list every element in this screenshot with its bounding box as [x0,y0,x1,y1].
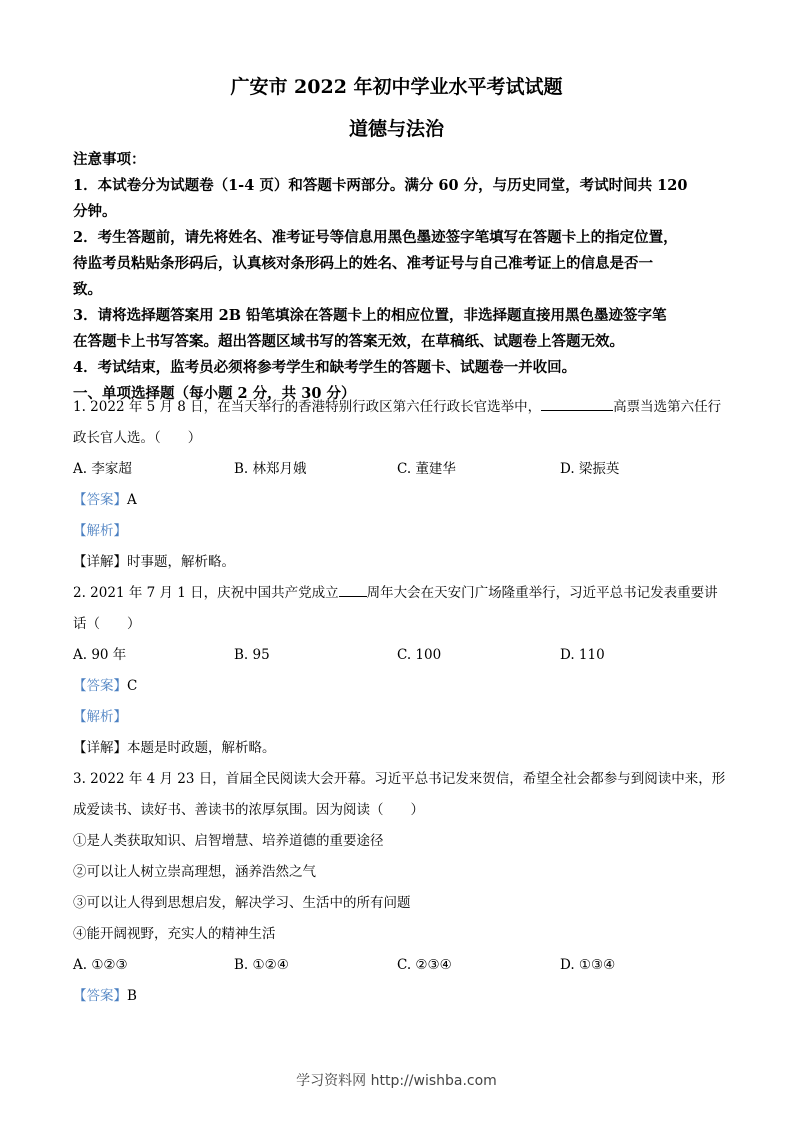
analysis-line [73,516,723,547]
notice-line: 4．考试结束，监考员必须将参考学生和缺考学生的答题卡、试题卷一并收回。 [73,359,577,376]
notice-section [73,147,723,407]
statement-item: ④能开阔视野，充实人的精神生活 [73,926,276,942]
answer-value: C [127,678,138,694]
detail-line [73,733,723,764]
footer-watermark: 学习资料网 http://wishba.com [296,1073,497,1089]
options-row [73,640,723,671]
option-b: B. 95 [234,647,270,663]
answer-label: 【答案】 [73,988,127,1004]
fill-blank [339,584,367,597]
option-c: C. 董建华 [397,461,456,477]
statement-item: ①是人类获取知识、启智增慧、培养道德的重要途径 [73,833,384,849]
option-a: A. ①②③ [73,957,128,973]
option-b: B. 林郑月娥 [234,461,307,477]
detail-text: 本题是时政题，解析略。 [127,740,276,756]
stem-text: 1. 2022 年 5 月 8 日，在当天举行的香港特别行政区第六任行政长官选举中， [73,399,542,415]
options-row [73,454,723,485]
section-heading: 一、单项选择题（每小题 2 分，共 30 分） [73,385,356,402]
statement-item: ③可以让人得到思想启发，解决学习、生活中的所有问题 [73,895,411,911]
option-a: A. 李家超 [73,461,132,477]
answer-line [73,981,723,1012]
question-stem-cont: 政长官人选。（ ） [73,430,202,446]
notice-line: 在答题卡上书写答案。超出答题区域书写的答案无效，在草稿纸、试题卷上答题无效。 [73,333,624,350]
analysis-label: 【解析】 [73,709,127,725]
question-stem-cont: 话（ ） [73,616,141,632]
option-b: B. ①②④ [234,957,289,973]
option-c: C. 100 [397,647,442,663]
question-stem: 3. 2022 年 4 月 23 日，首届全民阅读大会开幕。习近平总书记发来贺信，希望全社会都参与到阅读中来，形 [73,771,726,787]
answer-line [73,485,723,516]
detail-label: 【详解】 [73,554,127,570]
stem-text: 周年大会在天安门广场隆重举行，习近平总书记发表重要讲 [366,585,718,601]
notice-line: 1．本试卷分为试题卷（1-4 页）和答题卡两部分。满分 60 分，与历史同堂，考试时间共 120 [73,177,688,194]
option-d: D. 110 [560,647,605,663]
stem-text: 2. 2021 年 7 月 1 日，庆祝中国共产党成立 [73,585,339,601]
notice-line: 3．请将选择题答案用 2B 铅笔填涂在答题卡上的相应位置，非选择题直接用黑色墨迹签字笔 [73,307,667,324]
exam-title: 广安市 2022 年初中学业水平考试试题 [230,76,563,98]
option-d: D. ①③④ [560,957,616,973]
fill-blank [541,398,613,411]
statement-item: ②可以让人树立崇高理想，涵养浩然之气 [73,864,316,880]
question-stem [73,392,723,423]
option-a: A. 90 年 [73,647,127,663]
answer-value: A [127,492,137,508]
exam-subject: 道德与法治 [348,118,444,140]
analysis-line [73,702,723,733]
notice-heading: 注意事项： [73,151,146,168]
notice-line: 致。 [73,281,102,298]
answer-line [73,671,723,702]
detail-label: 【详解】 [73,740,127,756]
question-stem [73,578,723,609]
notice-line: 2．考生答题前，请先将姓名、准考证号等信息用黑色墨迹签字笔填写在答题卡上的指定位置， [73,229,678,246]
option-c: C. ②③④ [397,957,452,973]
notice-line: 分钟。 [73,203,117,220]
analysis-label: 【解析】 [73,523,127,539]
answer-label: 【答案】 [73,678,127,694]
notice-line: 待监考员粘贴条形码后，认真核对条形码上的姓名、准考证号与自己准考证上的信息是否一 [73,255,653,272]
question-stem-cont: 成爱读书、读好书、善读书的浓厚氛围。因为阅读（ ） [73,802,424,818]
stem-text: 高票当选第六任行 [613,399,722,415]
detail-line [73,547,723,578]
answer-value: B [127,988,137,1004]
options-row [73,950,723,981]
detail-text: 时事题，解析略。 [127,554,235,570]
question-3 [73,764,726,1012]
answer-label: 【答案】 [73,492,127,508]
option-d: D. 梁振英 [560,461,620,477]
question-1 [73,392,723,578]
question-2 [73,578,723,764]
